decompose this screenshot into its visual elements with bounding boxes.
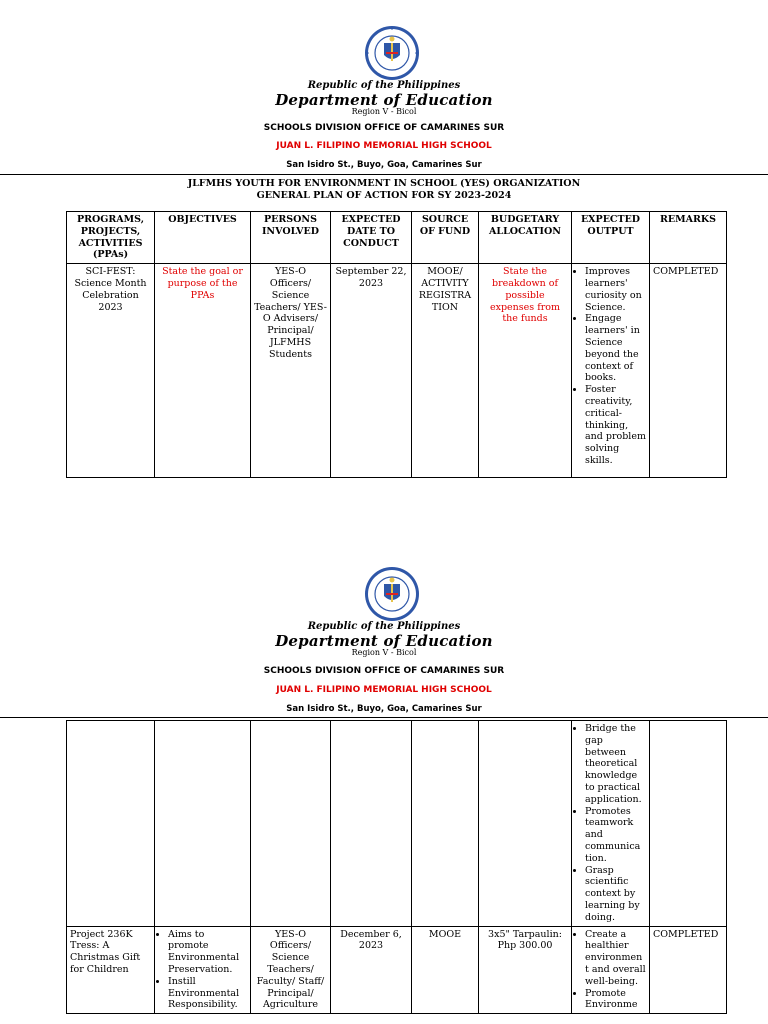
plan-table-page1 [66, 211, 727, 478]
document-title [0, 178, 768, 202]
department-title: Department of Education [275, 632, 493, 650]
output-item: • Grasp scientific context by learning by doing. [585, 865, 646, 924]
title-line-1: JLFMHS YOUTH FOR ENVIRONMENT IN SCHOOL (YES) ORGANIZATION [187, 178, 581, 189]
deped-seal-icon [364, 25, 420, 81]
budget-cell: State the breakdown of possible expenses from the funds [479, 264, 572, 478]
remarks-cell: COMPLETED [650, 926, 727, 1014]
table-row [67, 721, 727, 927]
output-item: • Foster creativity, critical-thinking, and problem solving skills. [585, 384, 646, 467]
output-cell [572, 926, 650, 1014]
output-item: • Bridge the gap between theoretical knowledge to practical application. [585, 723, 646, 806]
header-date: EXPECTED DATE TO CONDUCT [331, 212, 412, 264]
persons-cell: YES-O Officers/ Science Teachers/ YES-O Advisers/ Principal/ JLFMHS Students [251, 264, 331, 478]
ppa-cell [67, 721, 155, 927]
objectives-cell [155, 926, 251, 1014]
title-line-2: GENERAL PLAN OF ACTION FOR SY 2023-2024 [256, 190, 512, 201]
table-row [67, 926, 727, 1014]
date-cell [331, 721, 412, 927]
header-budget: BUDGETARY ALLOCATION [479, 212, 572, 264]
school-address: San Isidro St., Buyo, Goa, Camarines Sur [286, 704, 482, 714]
region-label: Region V - Bicol [351, 648, 417, 657]
output-item: • Improves learners' curiosity on Science. [585, 266, 646, 313]
objectives-cell: State the goal or purpose of the PPAs [155, 264, 251, 478]
output-item: • Create a healthier environmen t and overall well-being. [585, 929, 646, 988]
table-row [67, 264, 727, 478]
persons-cell [251, 721, 331, 927]
ppa-cell: Project 236K Tress: A Christmas Gift for Children [67, 926, 155, 1014]
header-output: EXPECTED OUTPUT [572, 212, 650, 264]
output-item: • Engage learners' in Science beyond the context of books. [585, 313, 646, 384]
ppa-cell: SCI-FEST: Science Month Celebration 2023 [67, 264, 155, 478]
school-name: JUAN L. FILIPINO MEMORIAL HIGH SCHOOL [276, 685, 492, 695]
fund-cell: MOOE/ ACTIVITY REGISTRA TION [412, 264, 479, 478]
remarks-cell [650, 721, 727, 927]
date-cell: September 22, 2023 [331, 264, 412, 478]
header-rule [0, 717, 768, 718]
republic-label: Republic of the Philippines [307, 80, 461, 91]
division-label: SCHOOLS DIVISION OFFICE OF CAMARINES SUR [263, 123, 505, 133]
region-label: Region V - Bicol [351, 107, 417, 116]
output-item: • Promotes teamwork and communica tion. [585, 806, 646, 865]
objective-item: • Aims to promote Environmental Preservation. [168, 929, 247, 976]
remarks-cell: COMPLETED [650, 264, 727, 478]
persons-cell: YES-O Officers/ Science Teachers/ Faculty/ Staff/ Principal/ Agriculture [251, 926, 331, 1014]
header-persons: PERSONS INVOLVED [251, 212, 331, 264]
division-label: SCHOOLS DIVISION OFFICE OF CAMARINES SUR [263, 666, 505, 676]
fund-cell: MOOE [412, 926, 479, 1014]
header-ppas: PROGRAMS, PROJECTS, ACTIVITIES (PPAs) [67, 212, 155, 264]
header-fund: SOURCE OF FUND [412, 212, 479, 264]
objective-item: • Instill Environmental Responsibility. [168, 976, 247, 1011]
budget-cell: 3x5" Tarpaulin: Php 300.00 [479, 926, 572, 1014]
date-cell: December 6, 2023 [331, 926, 412, 1014]
department-title: Department of Education [275, 91, 493, 109]
table-header-row [67, 212, 727, 264]
objectives-cell [155, 721, 251, 927]
output-cell [572, 264, 650, 478]
output-item: • Promote Environme [585, 988, 646, 1012]
school-name: JUAN L. FILIPINO MEMORIAL HIGH SCHOOL [276, 141, 492, 151]
deped-seal-icon [364, 566, 420, 622]
output-cell [572, 721, 650, 927]
header-remarks: REMARKS [650, 212, 727, 264]
header-objectives: OBJECTIVES [155, 212, 251, 264]
plan-table-page2 [66, 720, 727, 1014]
school-address: San Isidro St., Buyo, Goa, Camarines Sur [286, 160, 482, 170]
fund-cell [412, 721, 479, 927]
budget-cell [479, 721, 572, 927]
header-rule [0, 174, 768, 175]
republic-label: Republic of the Philippines [307, 621, 461, 632]
